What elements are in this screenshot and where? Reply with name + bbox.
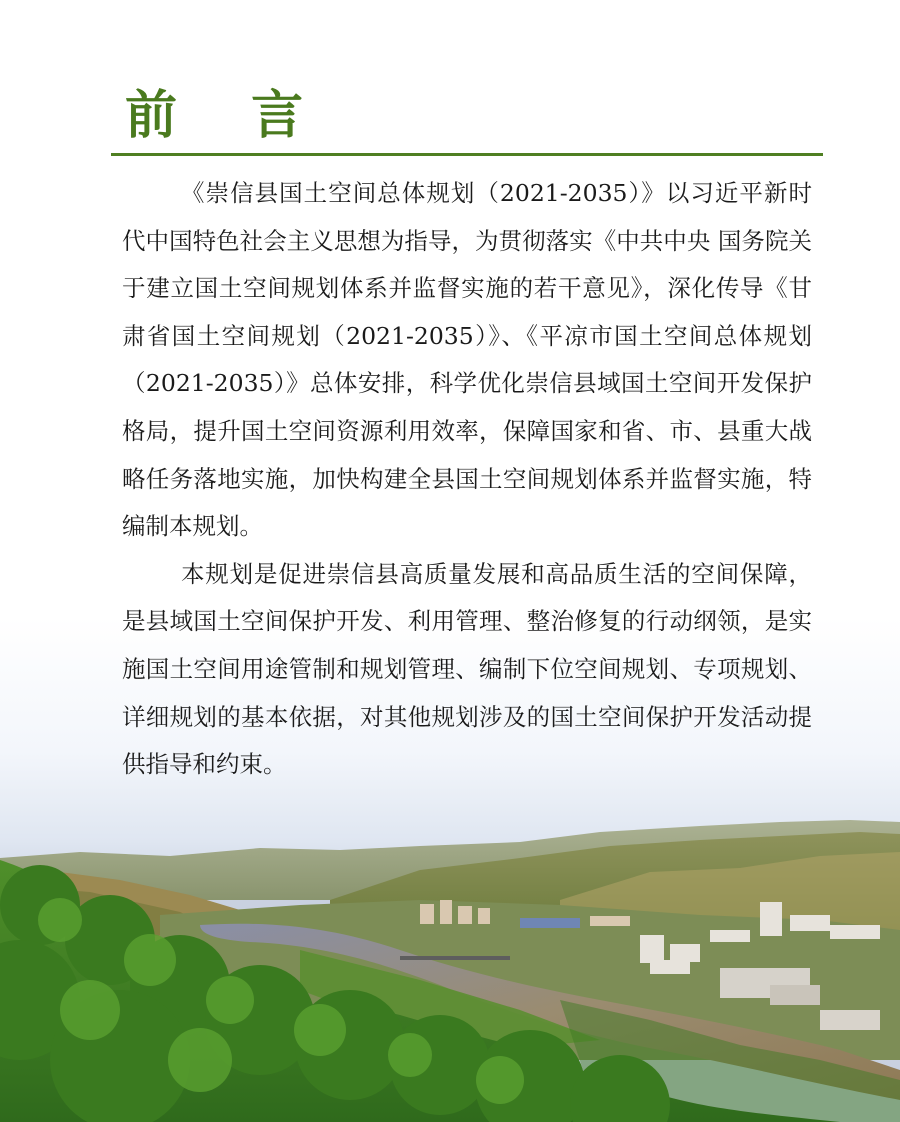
page-title: 前 言: [125, 86, 332, 146]
title-divider: [111, 153, 823, 156]
body-text: [122, 170, 812, 789]
paragraph-1: 《崇信县国土空间总体规划（2021-2035）》以习近平新时代中国特色社会主义思想为指导，为贯彻落实《中共中央 国务院关于建立国土空间规划体系并监督实施的若干意见》，深化传导《甘肃省国土空间规划（2021-2035）》、《平凉市国土空间总体规划（2021-2035）》总体安排，科学优化崇信县域国土空间开发保护格局，提升国土空间资源利用效率，保障国家和省、市、县重大战略任务落地实施，加快构建全县国土空间规划体系并监督实施，特编制本规划。: [122, 179, 812, 541]
paragraph-2: 本规划是促进崇信县高质量发展和高品质生活的空间保障，是县域国土空间保护开发、利用管理、整治修复的行动纲领，是实施国土空间用途管制和规划管理、编制下位空间规划、专项规划、详细规划的基本依据，对其他规划涉及的国土空间保护开发活动提供指导和约束。: [122, 559, 812, 779]
